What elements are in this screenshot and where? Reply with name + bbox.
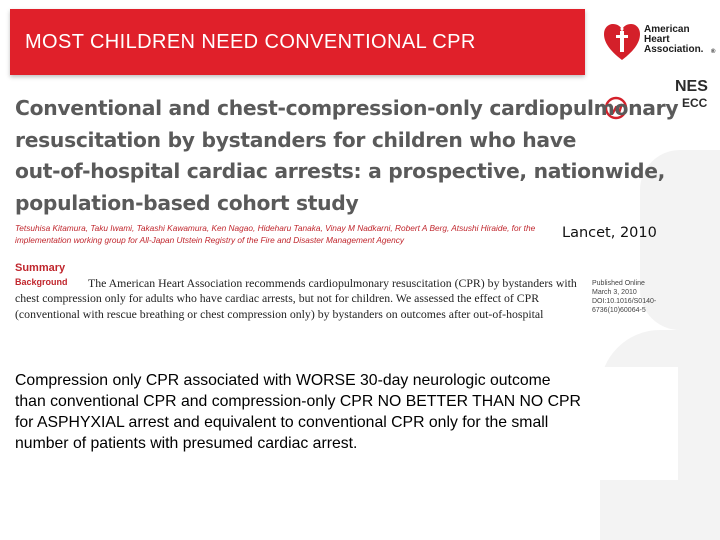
published-line: DOI:10.1016/S0140- xyxy=(592,298,657,305)
summary-heading: Summary xyxy=(15,262,66,274)
abstract-line: The American Heart Association recommends cardiopulmonary resuscitation (CPR) by bystanders with xyxy=(88,276,577,290)
published-line: 6736(10)60064-5 xyxy=(592,307,646,314)
authors-line: implementation working group for All-Japan Utstein Registry of the Fire and Disaster Management Agency xyxy=(15,235,405,245)
side-fragment-ecc: ECC xyxy=(682,96,708,110)
abstract-text xyxy=(15,276,593,322)
published-line: March 3, 2010 xyxy=(592,289,637,296)
background-shape xyxy=(690,480,720,540)
article-title xyxy=(15,93,678,219)
article-title-line: Conventional and chest-compression-only cardiopulmonary xyxy=(15,96,679,120)
registered-mark: ® xyxy=(711,49,716,55)
article-title-line: population-based cohort study xyxy=(15,190,359,215)
article-title-line: resuscitation by bystanders for children who have xyxy=(15,127,577,152)
heart-torch-logo-icon xyxy=(603,22,641,62)
slide-title: MOST CHILDREN NEED CONVENTIONAL CPR xyxy=(25,31,476,53)
conclusion-box xyxy=(10,367,678,480)
title-banner xyxy=(10,9,585,75)
abstract-line: chest compression only for adults who have cardiac arrests, but not for children. We assessed the effect of CPR xyxy=(15,291,540,306)
published-line: Published Online xyxy=(592,280,645,287)
aha-wordmark xyxy=(644,24,716,55)
background-heading: Background xyxy=(15,277,68,287)
conclusion-text xyxy=(15,370,581,454)
abstract-line: (conventional with rescue breathing or chest compression only) by bystanders on outcomes after out-of-hospital xyxy=(15,306,544,321)
aha-logo xyxy=(603,18,720,78)
side-fragment-nes: NES xyxy=(675,78,708,95)
logo-line: Heart xyxy=(644,34,670,45)
article-title-line: out-of-hospital cardiac arrests: a prospective, nationwide, xyxy=(15,159,666,183)
logo-line: American xyxy=(644,24,690,35)
logo-line: Association. xyxy=(644,44,704,55)
authors-line: Tetsuhisa Kitamura, Taku Iwami, Takashi Kawamura, Ken Nagao, Hideharu Tanaka, Vinay M Nadkarni, Robert A Berg, Atsushi Hiraide, for the xyxy=(15,223,536,233)
published-info xyxy=(592,279,656,315)
citation-label: Lancet, 2010 xyxy=(562,225,657,241)
conclusion-line: Compression only CPR associated with WORSE 30-day neurologic outcome xyxy=(15,372,551,389)
article-authors xyxy=(15,222,575,246)
conclusion-line: than conventional CPR and compression-only CPR NO BETTER THAN NO CPR xyxy=(15,393,581,410)
conclusion-line: number of patients with presumed cardiac arrest. xyxy=(15,435,358,452)
conclusion-line: for ASPHYXIAL arrest and equivalent to conventional CPR only for the small xyxy=(15,414,549,431)
